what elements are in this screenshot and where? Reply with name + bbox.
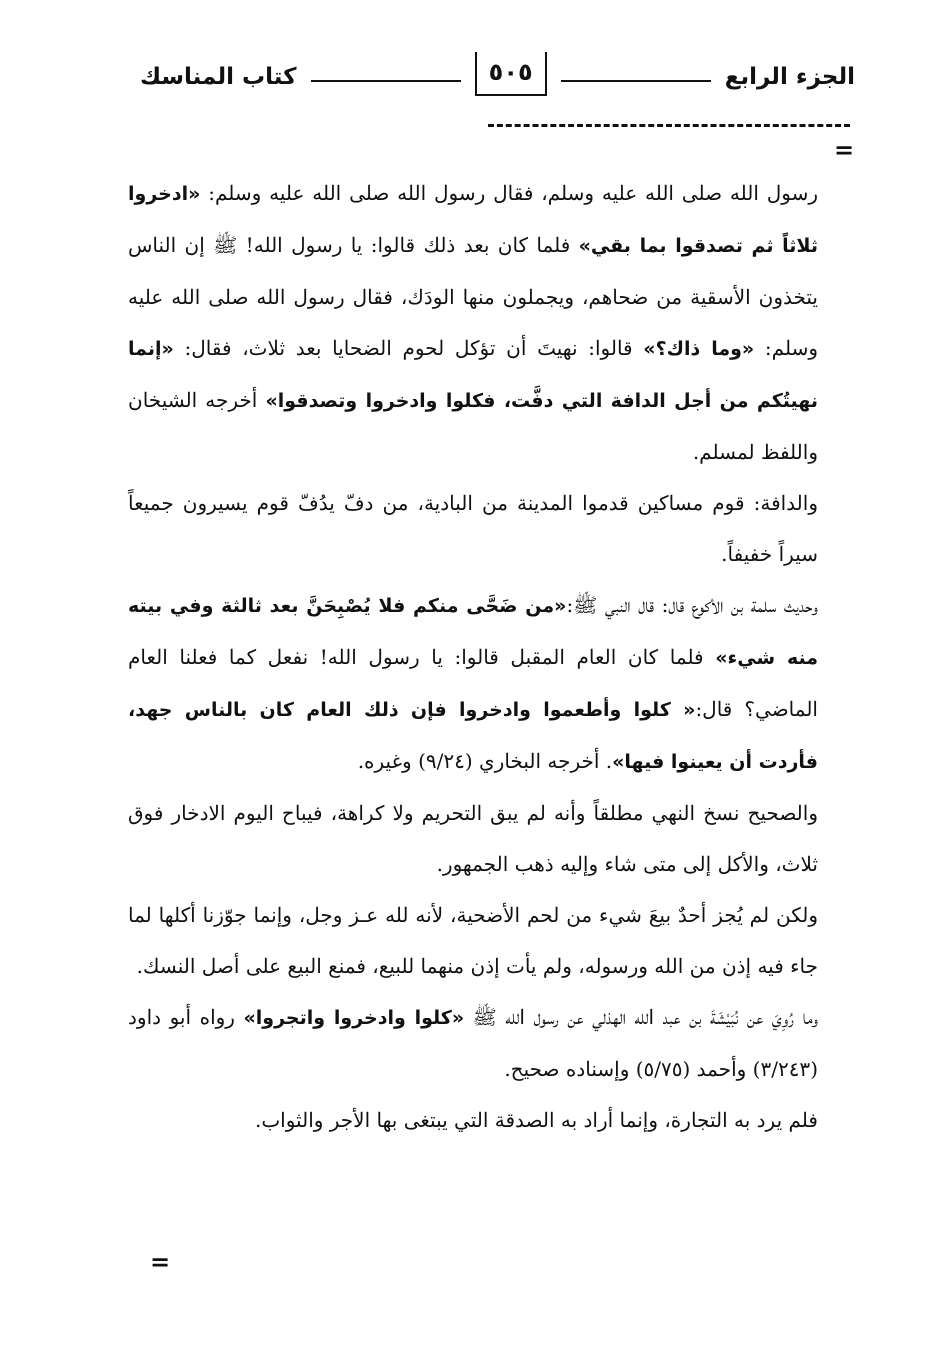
paragraph bbox=[128, 788, 818, 890]
hadith-quote: «إنما نهيتُكم من أجل الدافة التي دفَّت، فكلوا وادخروا وتصدقوا» bbox=[128, 338, 818, 412]
top-section-mark: = bbox=[834, 136, 855, 164]
text-segment: . أخرجه البخاري (٩/٢٤) وغيره. bbox=[357, 749, 613, 773]
hadith-quote: «ادخروا ثلاثاً ثم تصدقوا بما بقي» bbox=[128, 183, 818, 257]
text-segment: فلم يرد به التجارة، وإنما أراد به الصدقة التي يبتغى بها الأجر والثواب. bbox=[254, 1108, 818, 1132]
page-header bbox=[140, 52, 855, 102]
text-segment: وحديث سلمة بن الأكوع قال: قال النبي ﷺ: bbox=[566, 593, 818, 617]
paragraph bbox=[128, 580, 818, 788]
paragraph bbox=[128, 168, 818, 478]
paragraph bbox=[128, 890, 818, 992]
paragraph bbox=[128, 1095, 818, 1146]
hadith-quote: « كلوا وأطعموا وادخروا فإن ذلك العام كان بالناس جهد، فأردت أن يعينوا فيها» bbox=[128, 699, 818, 773]
hadith-quote: «وما ذاك؟» bbox=[643, 338, 755, 360]
text-segment: والدافة: قوم مساكين قدموا المدينة من البادية، من دفّ يدُفّ قوم يسيرون جميعاً سيراً خفيفاً. bbox=[128, 491, 818, 566]
text-segment: أخرجه الشيخان واللفظ لمسلم. bbox=[128, 388, 818, 464]
book-title: كتاب المناسك bbox=[140, 64, 297, 90]
text-segment: فلما كان بعد ذلك قالوا: يا رسول ﺍلله! ﷺ إن الناس يتخذون الأسقية من ضحاهم، ويجملون منها الودَك، فقال رسول ﺍلله صلى ﺍلله عليه وسلم: bbox=[128, 233, 818, 360]
main-text bbox=[128, 168, 818, 1146]
text-segment: والصحيح نسخ النهي مطلقاً وأنه لم يبق التحريم ولا كراهة، فيباح اليوم الادخار فوق ثلاث، والأكل إلى متى شاء وإليه ذهب الجمهور. bbox=[128, 801, 818, 876]
text-segment: قالوا: نهيتَ أن تؤكل لحوم الضحايا بعد ثلاث، فقال: bbox=[173, 336, 644, 360]
bottom-section-mark: = bbox=[150, 1248, 171, 1276]
header-rule-left bbox=[311, 80, 461, 82]
header-rule-right bbox=[561, 80, 711, 82]
page-number: ٥٠٥ bbox=[475, 52, 547, 96]
paragraph bbox=[128, 478, 818, 580]
text-segment: فلما كان العام المقبل قالوا: يا رسول ﺍلله! نفعل كما فعلنا العام الماضي؟ قال: bbox=[128, 645, 818, 721]
text-segment: رواه أبو داود (٣/٢٤٣) وأحمد (٥/٧٥) وإسناده صحيح. bbox=[128, 1005, 818, 1081]
hadith-quote: «من ضَحَّى منكم فلا يُصْبِحَنَّ بعد ثالثة وفي بيته منه شيء» bbox=[128, 595, 818, 669]
paragraph bbox=[128, 992, 818, 1095]
text-segment: رسول ﺍلله صلى ﺍلله عليه وسلم، فقال رسول ﺍلله صلى ﺍلله عليه وسلم: bbox=[200, 181, 818, 205]
text-segment: وما رُوِيَ عن نُبَيْشَةَ بن عبد ﺍلله الهذلي عن رسول ﺍلله ﷺ bbox=[464, 1005, 819, 1029]
volume-title: الجزء الرابع bbox=[724, 64, 855, 90]
text-segment: ولكن لم يُجز أحدٌ بيعَ شيء من لحم الأضحية، لأنه لله عـز وجل، وإنما جوّزنا أكلها لما جاء فيه إذن من ﺍلله ورسوله، ولم يأت إذن منهما للبيع، فمنع البيع على أصل النسك. bbox=[128, 903, 818, 978]
hadith-quote: «كلوا وادخروا واتجروا» bbox=[243, 1007, 465, 1029]
header-dashed-rule bbox=[488, 124, 850, 127]
